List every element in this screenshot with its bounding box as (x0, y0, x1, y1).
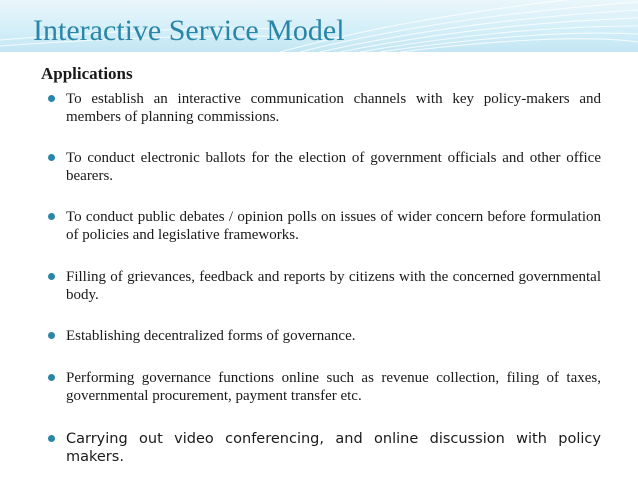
bullet-item (66, 149, 601, 185)
slide-subtitle: Applications (41, 64, 133, 83)
bullet-item (66, 90, 601, 126)
bullet-icon (48, 435, 55, 442)
bullet-icon (48, 95, 55, 102)
bullet-text: To conduct public debates / opinion polls on issues of wider concern before formulation of policies and legislative frameworks. (66, 209, 601, 243)
bullet-text: To establish an interactive communication channels with key policy-makers and members of planning commissions. (66, 91, 601, 125)
slide-title: Interactive Service Model (33, 14, 345, 47)
bullet-text: Establishing decentralized forms of governance. (66, 328, 356, 344)
bullet-icon (48, 374, 55, 381)
bullet-item (66, 268, 601, 304)
bullet-text: Performing governance functions online such as revenue collection, filing of taxes, governmental procurement, payment transfer etc. (66, 370, 601, 404)
bullet-text: To conduct electronic ballots for the election of government officials and other office bearers. (66, 150, 601, 184)
bullet-icon (48, 273, 55, 280)
bullet-item (66, 369, 601, 405)
bullet-item (66, 430, 601, 466)
bullet-icon (48, 154, 55, 161)
bullet-icon (48, 332, 55, 339)
bullet-icon (48, 213, 55, 220)
bullet-item (66, 327, 601, 345)
bullet-item (66, 208, 601, 244)
bullet-text: Carrying out video conferencing, and online discussion with policy makers. (66, 431, 601, 465)
bullet-text: Filling of grievances, feedback and reports by citizens with the concerned governmental body. (66, 269, 601, 303)
